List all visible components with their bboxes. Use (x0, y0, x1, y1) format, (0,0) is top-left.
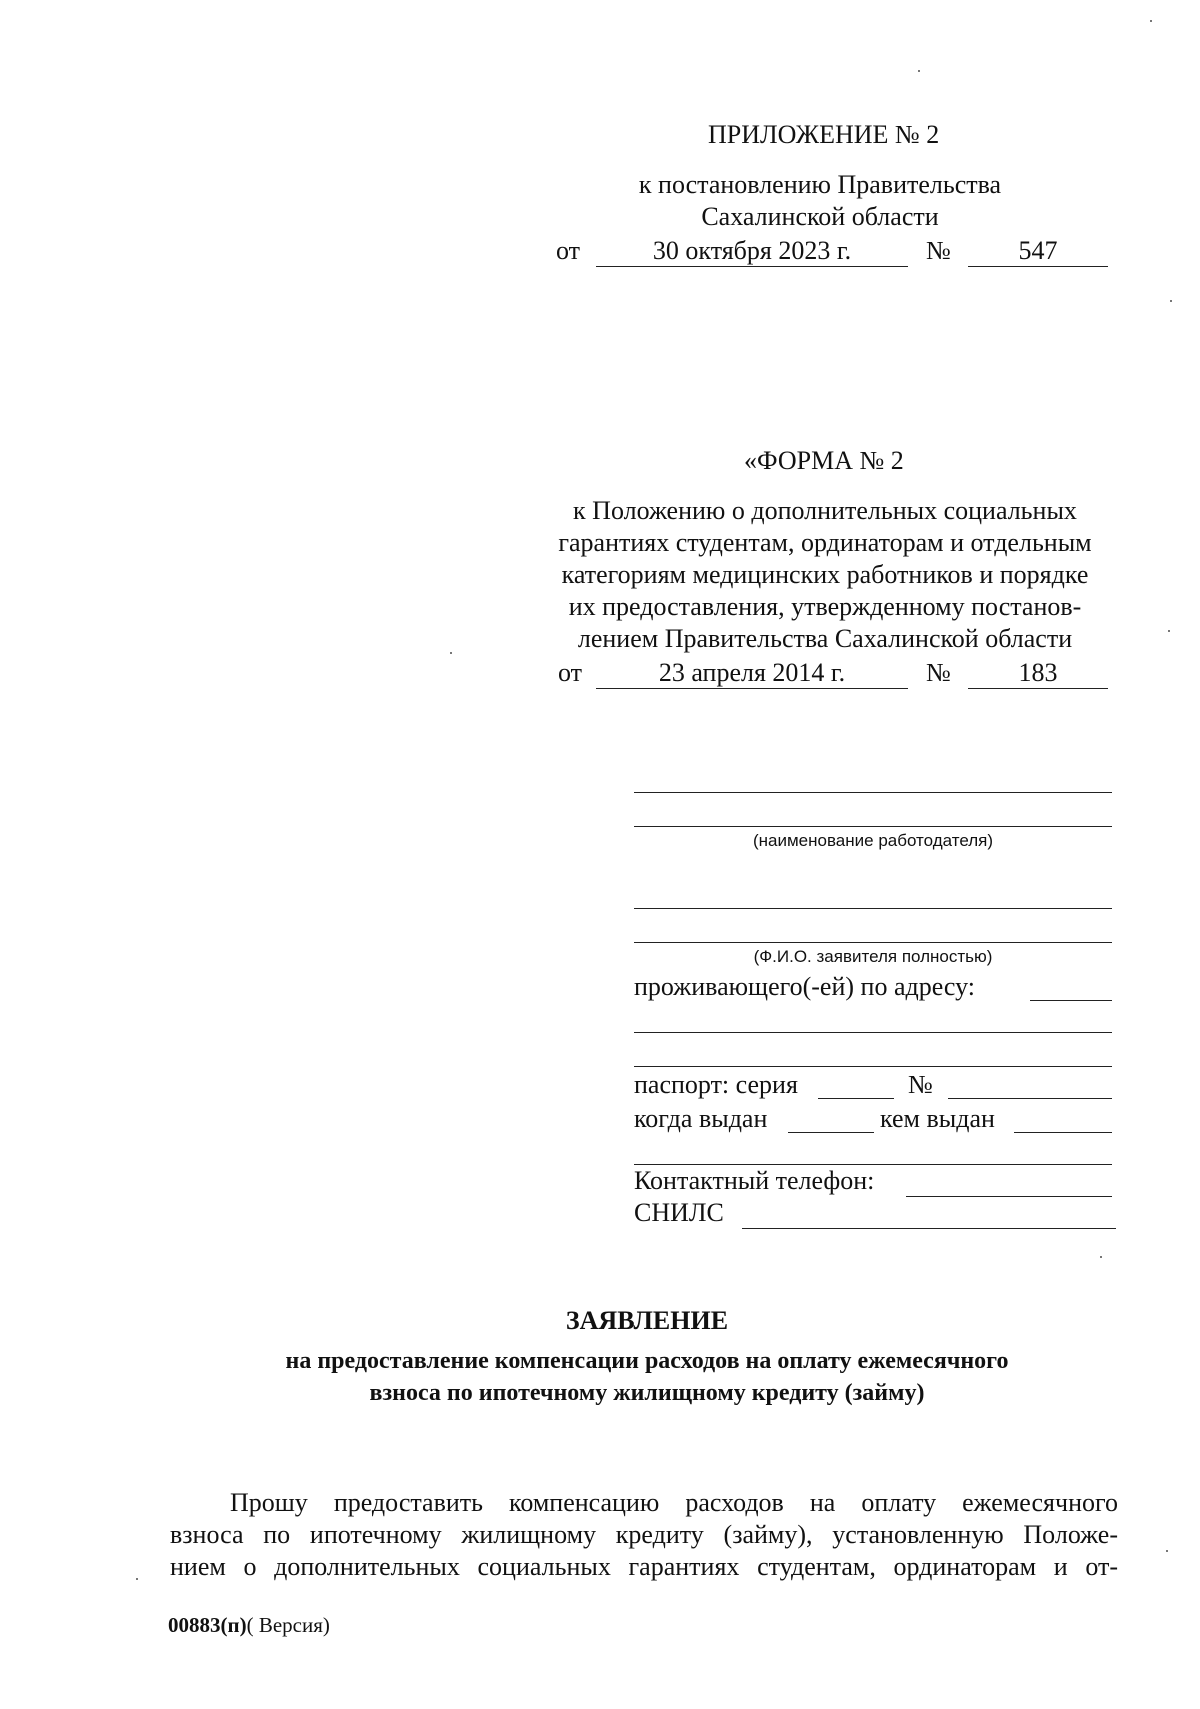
issued-when-field[interactable] (788, 1132, 874, 1133)
issued-by-field[interactable] (1014, 1132, 1112, 1133)
address-line-1[interactable] (1030, 1000, 1112, 1001)
issued-by-line-2[interactable] (634, 1164, 1112, 1165)
form-from-label: от (558, 658, 583, 687)
appendix-date: 30 октября 2023 г. (652, 236, 852, 265)
form-line-3: категориям медицинских работников и порядке (561, 560, 1089, 589)
issued-by-label: кем выдан (880, 1104, 995, 1133)
applicant-name-line-2[interactable] (634, 942, 1112, 943)
address-line-2[interactable] (634, 1032, 1112, 1033)
form-line-2: гарантиях студентам, ординаторам и отдельным (558, 528, 1092, 557)
statement-body-line-1: Прошу предоставить компенсацию расходов на оплату ежемесячного (230, 1488, 1118, 1517)
applicant-caption: (Ф.И.О. заявителя полностью) (753, 947, 993, 966)
snils-field[interactable] (742, 1228, 1116, 1229)
statement-body-line-2: взноса по ипотечному жилищному кредиту (займу), установленную Положе- (170, 1520, 1118, 1549)
form-date: 23 апреля 2014 г. (658, 658, 846, 687)
phone-label: Контактный телефон: (634, 1166, 875, 1195)
passport-number-label: № (908, 1070, 933, 1099)
statement-subtitle-line-2: взноса по ипотечному жилищному кредиту (займу) (369, 1380, 925, 1406)
form-title: «ФОРМА № 2 (744, 446, 904, 475)
appendix-line-2: Сахалинской области (701, 202, 939, 231)
applicant-name-line-1[interactable] (634, 908, 1112, 909)
appendix-title: ПРИЛОЖЕНИЕ № 2 (708, 120, 940, 149)
scan-speck (1170, 300, 1172, 302)
appendix-number: 547 (1018, 236, 1058, 265)
phone-field[interactable] (906, 1196, 1112, 1197)
footer-code (168, 1610, 330, 1640)
form-line-4: их предоставления, утвержденному постанов- (568, 592, 1082, 621)
appendix-date-rule (596, 266, 908, 267)
form-number: 183 (1018, 658, 1058, 687)
appendix-number-label: № (926, 236, 951, 265)
passport-series-field[interactable] (818, 1098, 894, 1099)
form-line-5: лением Правительства Сахалинской области (577, 624, 1073, 653)
issued-when-label: когда выдан (634, 1104, 768, 1133)
statement-body-line-3: нием о дополнительных социальных гарантиях студентам, ординаторам и от- (170, 1552, 1118, 1581)
scan-speck (136, 1578, 138, 1580)
scan-speck (1166, 1550, 1168, 1552)
scan-speck (1150, 20, 1152, 22)
snils-label: СНИЛС (634, 1198, 724, 1227)
statement-title: ЗАЯВЛЕНИЕ (565, 1306, 729, 1335)
employer-line-2[interactable] (634, 826, 1112, 827)
address-line-3[interactable] (634, 1066, 1112, 1067)
footer-code-number: 00883(п) (168, 1613, 247, 1637)
form-line-1: к Положению о дополнительных социальных (573, 496, 1077, 525)
form-number-label: № (926, 658, 951, 687)
scan-speck (918, 70, 920, 72)
scan-speck (1168, 630, 1170, 632)
passport-series-label: паспорт: серия (634, 1070, 798, 1099)
address-label: проживающего(-ей) по адресу: (634, 972, 975, 1001)
employer-line-1[interactable] (634, 792, 1112, 793)
passport-number-field[interactable] (948, 1098, 1112, 1099)
scan-speck (1100, 1256, 1102, 1258)
scan-speck (450, 652, 452, 654)
employer-caption: (наименование работодателя) (752, 831, 994, 850)
statement-subtitle-line-1: на предоставление компенсации расходов на оплату ежемесячного (285, 1348, 1009, 1374)
appendix-line-1: к постановлению Правительства (638, 170, 1002, 199)
form-date-rule (596, 688, 908, 689)
form-number-rule (968, 688, 1108, 689)
appendix-from-label: от (556, 236, 581, 265)
footer-version: ( Версия) (246, 1613, 330, 1637)
appendix-number-rule (968, 266, 1108, 267)
